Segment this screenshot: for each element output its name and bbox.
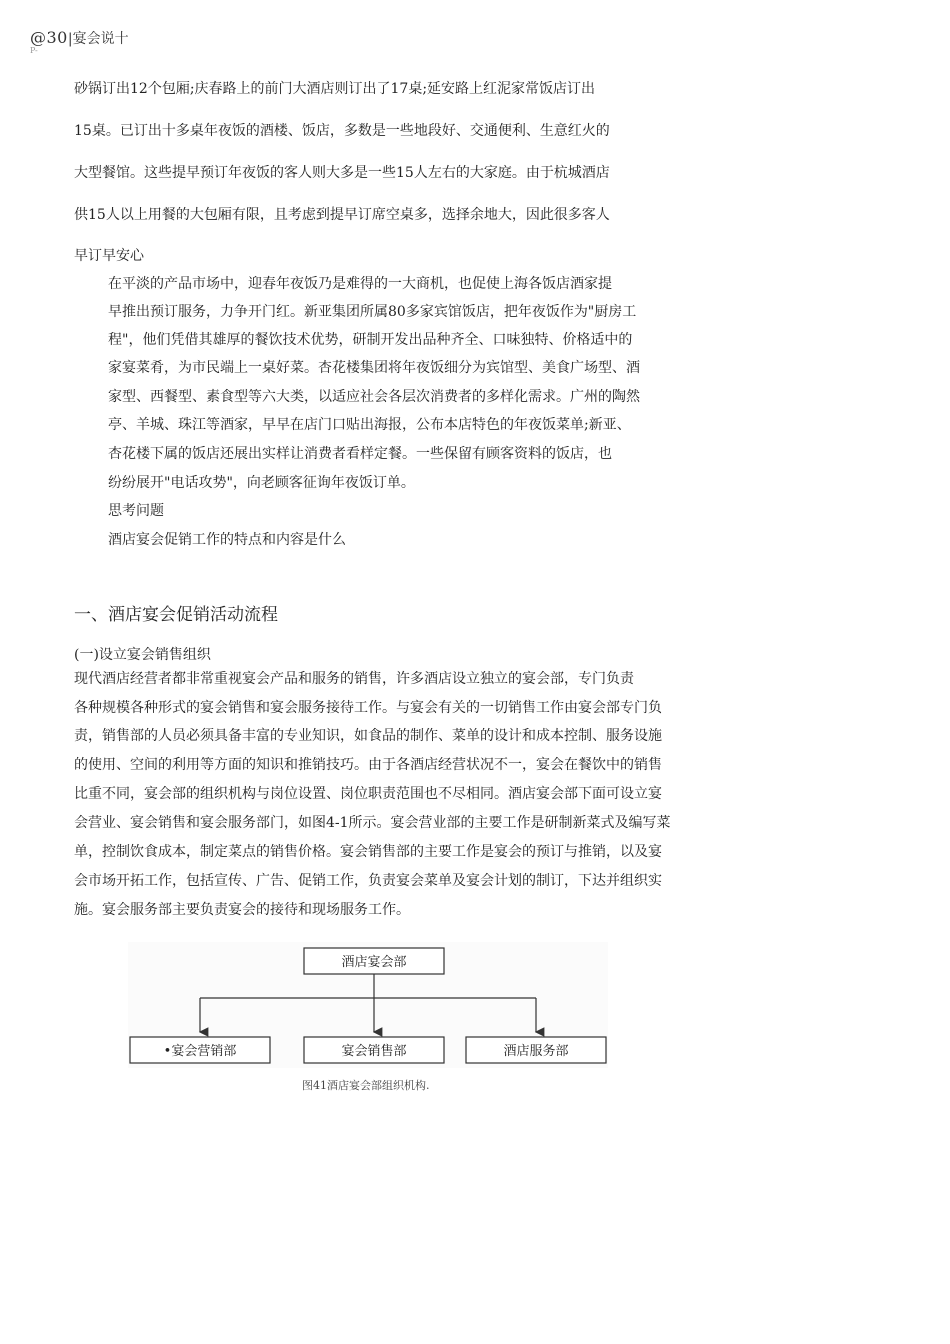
book-title: 宴会说十 <box>72 31 129 47</box>
body-line-2: 各种规模各种形式的宴会销售和宴会服务接待工作。与宴会有关的一切销售工作由宴会部专门负 <box>74 700 662 716</box>
intro-line-4: 供15人以上用餐的大包厢有限，且考虑到提早订席空桌多，选择余地大，因此很多客人 <box>74 207 610 223</box>
child-node-label-3: 酒店服务部 <box>503 1044 569 1059</box>
page-number: @30 <box>30 28 68 47</box>
body-line-5: 比重不同，宴会部的组织机构与岗位设置、岗位职责范围也不尽相同。酒店宴会部下面可设立宴 <box>74 786 662 802</box>
body-line-8: 会市场开拓工作，包括宣传、广告、促销工作，负责宴会菜单及宴会计划的制订，下达并组织实 <box>74 873 662 889</box>
case-think-question: 酒店宴会促销工作的特点和内容是什么 <box>108 532 346 548</box>
header-sub-mark: P- <box>30 46 38 55</box>
case-line-7: 杏花楼下属的饭店还展出实样让消费者看样定餐。一些保留有顾客资料的饭店，也 <box>108 446 612 462</box>
case-think-heading: 思考问题 <box>108 503 164 519</box>
child-node-label-2: 宴会销售部 <box>341 1044 407 1059</box>
intro-line-3: 大型餐馆。这些提早预订年夜饭的客人则大多是一些15人左右的大家庭。由于杭城酒店 <box>74 165 610 181</box>
section-heading: 一、酒店宴会促销活动流程 <box>74 605 278 625</box>
case-line-5: 家型、西餐型、素食型等六大类，以适应社会各层次消费者的多样化需求。广州的陶然 <box>108 389 640 405</box>
case-line-2: 早推出预订服务，力争开门红。新亚集团所属80多家宾馆饭店，把年夜饭作为"厨房工 <box>108 304 637 320</box>
intro-line-5: 早订早安心 <box>74 248 144 264</box>
body-line-1: 现代酒店经营者都非常重视宴会产品和服务的销售，许多酒店设立独立的宴会部，专门负责 <box>74 671 634 687</box>
case-line-6: 亭、羊城、珠江等酒家，早早在店门口贴出海报，公布本店特色的年夜饭菜单;新亚、 <box>108 417 631 433</box>
top-node-label: 酒店宴会部 <box>341 955 407 970</box>
body-line-9: 施。宴会服务部主要负责宴会的接待和现场服务工作。 <box>74 902 410 918</box>
case-line-1: 在平淡的产品市场中，迎春年夜饭乃是难得的一大商机，也促使上海各饭店酒家提 <box>108 276 612 292</box>
page-header <box>30 28 129 48</box>
intro-line-1: 砂锅订出12个包厢;庆春路上的前门大酒店则订出了17桌;延安路上红泥家常饭店订出 <box>74 81 596 97</box>
org-chart-diagram <box>128 940 610 1070</box>
subsection-heading: (一)设立宴会销售组织 <box>74 647 211 663</box>
body-line-7: 单，控制饮食成本，制定菜点的销售价格。宴会销售部的主要工作是宴会的预订与推销，以及宴 <box>74 844 662 860</box>
body-line-3: 责，销售部的人员必须具备丰富的专业知识，如食品的制作、菜单的设计和成本控制、服务设施 <box>74 728 662 744</box>
figure-caption: 图41酒店宴会部组织机构. <box>302 1079 430 1092</box>
child-node-label-1: •宴会营销部 <box>163 1044 237 1059</box>
intro-line-2: 15桌。已订出十多桌年夜饭的酒楼、饭店，多数是一些地段好、交通便利、生意红火的 <box>74 123 610 139</box>
body-line-6: 会营业、宴会销售和宴会服务部门，如图4-1所示。宴会营业部的主要工作是研制新菜式及编写菜 <box>74 815 671 831</box>
body-line-4: 的使用、空间的利用等方面的知识和推销技巧。由于各酒店经营状况不一，宴会在餐饮中的销售 <box>74 757 662 773</box>
case-line-8: 纷纷展开"电话攻势"，向老顾客征询年夜饭订单。 <box>108 475 415 491</box>
case-line-3: 程"，他们凭借其雄厚的餐饮技术优势，研制开发出品种齐全、口味独特、价格适中的 <box>108 332 633 348</box>
header-separator: | <box>67 31 73 47</box>
case-line-4: 家宴菜肴，为市民端上一桌好菜。杏花楼集团将年夜饭细分为宾馆型、美食广场型、酒 <box>108 360 640 376</box>
